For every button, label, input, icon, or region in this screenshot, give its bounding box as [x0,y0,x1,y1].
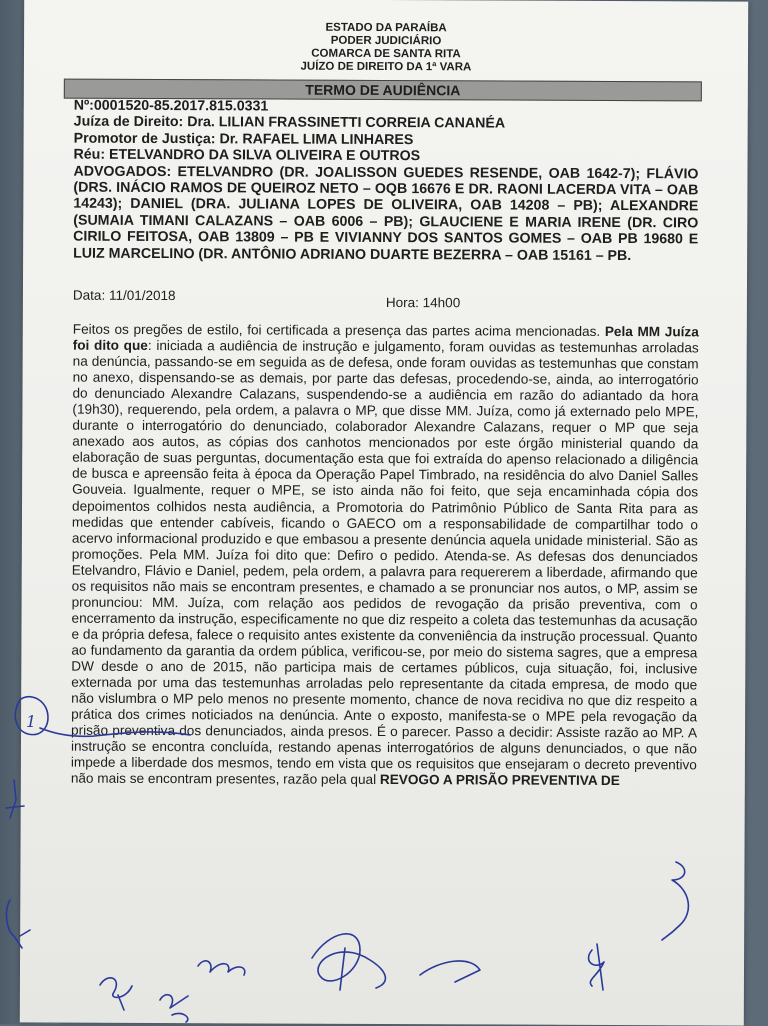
header-judiciary: PODER JUDICIÁRIO [330,34,442,48]
defendant-line: Réu: ETELVANDRO DA SILVA OLIVEIRA E OUTROS [73,146,421,165]
body-revocation-order: REVOGO A PRISÃO PREVENTIVA DE [379,772,620,789]
body-intro: Feitos os pregões de estilo, foi certificada a presença das partes acima mencionadas. [72,321,605,339]
hearing-date: Data: 11/01/2018 [72,287,176,304]
margin-number: 1 [26,712,37,731]
body-main-text: : iniciada a audiência de instrução e julgamento, foram ouvidas as testemunhas arroladas na denúncia, passando-se em seguida as de defesa, onde foram ouvidas as testemunhas que constam no anexo, dispensando-se as demais, por parte das defesas, procedendo-se, ainda, ao interrogatório do denunciado Alexandre Calazans, suspendendo-se a audiência em razão do adiantado da hora (19h30), requerendo, pela ordem, a palavra o MP, que disse MM. Juíza, como já externado pelo MPE, durante o interrogatório do denunciado, colaborador Alexandre Calazans, requer o MP que seja anexado aos autos, as cópias dos canhotos mencionados por este órgão ministerial quando da elaboração de suas perguntas, documentação esta que foi extraída do apenso relacionado a diligência de busca e apreensão feita à época da Operação Papel Timbrado, na residência do alvo Daniel Salles Gouveia. Igualmente, requer o MPE, se isto ainda não foi feito, que seja encaminhada cópia dos depoimentos colhidos nesta audiência, a Promotoria do Patrimônio Público de Santa Rita para as medidas que entender cabíveis, ficando o GAECO om a responsabilidade de compartilhar todo o acervo informacional produzido e que embasou a presente denúncia aquela unidade ministerial. São as promoções. Pela MM. Juíza foi dito que: Defiro o pedido. Atenda-se. As defesas dos denunciados Etelvandro, Flávio e Daniel, pedem, pela ordem, a palavra para requererem a liberdade, afirmando que os requisitos não mais se encontram presentes, e chamado a se pronunciar nos autos, o MP, assim se pronunciou: MM. Juíza, com relação aos pedidos de revogação da prisão preventiva, com o encerramento da instrução, especificamente no que diz respeito a coleta das testemunhas da acusação e da própria defesa, falece o requisito antes existente da conveniência da instrução processual. Quanto ao fundamento da garantia da ordem pública, verificou-se, por meio do sistema sagres, que a empresa DW desde o ano de 2015, não participa mais de certames públicos, cuja situação, foi, inclusive externada por uma das testemunhas arroladas pelo representante da citada empresa, de modo que não vislumbra o MP pelo menos no presente momento, chance de nova recidiva no que diz respeito a prática dos crimes noticiados na denúncia. Ante o exposto, manifesta-se o MPE pela revogação da prisão preventiva dos denunciados, ainda presos. É o parecer. Passo a decidir: Assiste razão ao MP. A instrução se encontra concluída, restando apenas interrogatórios de alguns denunciados, o que não impede a liberdade dos mesmos, tendo em vista que os requisitos que ensejaram o decreto preventivo não mais se encontram presentes, razão pela qual [70,338,699,788]
date-time-row [72,287,698,311]
hearing-minutes-text [71,322,699,790]
document-title: TERMO DE AUDIÊNCIA [64,79,702,102]
header-court: JUÍZO DE DIREITO DA 1ª VARA [300,60,472,74]
header-county: COMARCA DE SANTA RITA [311,47,461,61]
case-metadata [73,98,699,265]
prosecutor-line: Promotor de Justiça: Dr. RAFAEL LIMA LINHARES [73,130,414,148]
court-header [24,20,748,75]
hearing-time: Hora: 14h00 [385,295,461,311]
header-state: ESTADO DA PARAÍBA [325,21,447,35]
body-judge-said: Pela MM Juíza foi dito que [72,323,699,354]
lawyers-block: ADVOGADOS: ETELVANDRO (DR. JOALISSON GUEDES RESENDE, OAB 1642-7); FLÁVIO (DRS. INÁCIO RAMOS DE QUEIROZ NETO – OQB 16676 E DR. RAONI LACERDA VITA – OAB 14243); DANIEL (DRA. JULIANA LOPES DE OLIVEIRA, OAB 14208 – PB); ALEXANDRE (SUMAIA TIMANI CALAZANS – OAB 6006 – PB); GLAUCIENE E MARIA IRENE (DR. CIRO CIRILO FEITOSA, OAB 13809 – PB E VIVIANNY DOS SANTOS GOMES – OAB PB 19680 E LUIZ MARCELINO (DR. ANTÔNIO ADRIANO DUARTE BEZERRA – OAB 15161 – PB. [73,163,699,264]
judge-line: Juíza de Direito: Dra. LILIAN FRASSINETTI CORREIA CANANÉA [73,114,506,132]
case-number: Nº:0001520-85.2017.815.0331 [73,97,269,115]
document-page [20,0,748,1026]
